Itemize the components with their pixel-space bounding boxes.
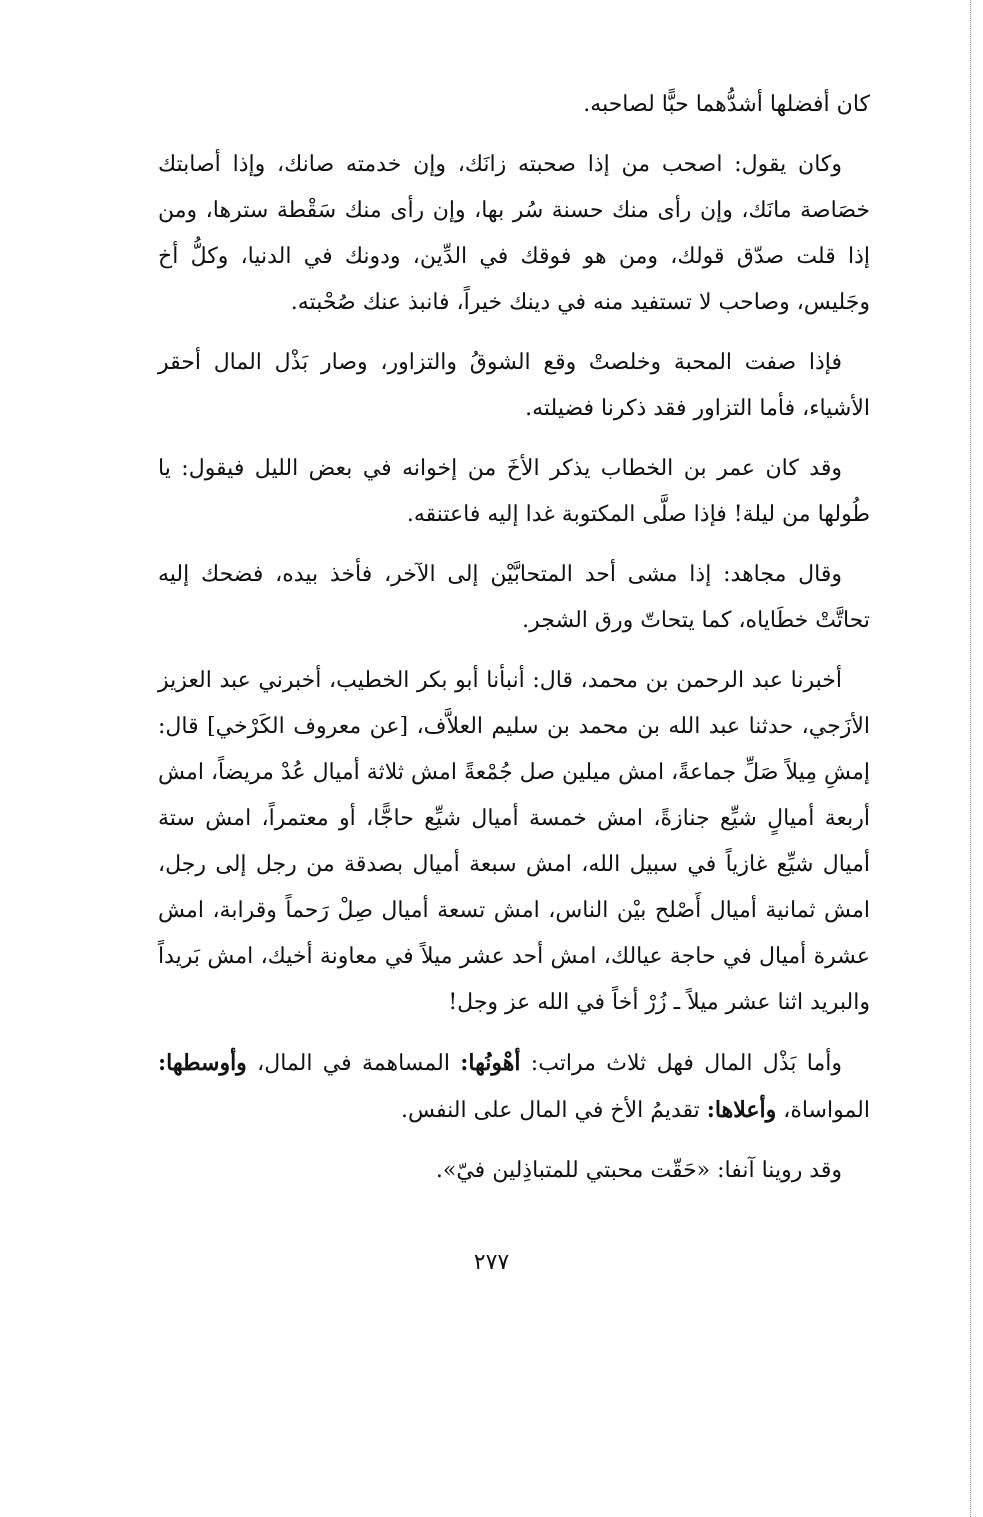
paragraph-1: كان أفضلها أشدُّهما حبًّا لصاحبه. — [583, 92, 870, 117]
paragraph-6: أخبرنا عبد الرحمن بن محمد، قال: أنبأنا أبو بكر الخطيب، أخبرني عبد العزيز الأزَجي، حدثنا عبد الله بن محمد بن سليم العلاَّف، [عن معروف الكَرْخي] قال: إمشِ مِيلاً صَلِّ جماعةً، امش ميلين صل جُمْعةً امش ثلاثة أميال عُدْ مريضاً، امش أربعة أميالٍ شيِّع جنازةً، امش خمسة أميال شيِّع حاجًّا، أو معتمراً، امش ستة أميال شيِّع غازياً في سبيل الله، امش سبعة أميال بصدقة من رجل إلى رجل، امش ثمانية أميال أَصْلح بيْن الناس، امش تسعة أميال صِلْ رَحماً وقرابة، امش عشرة أميال في حاجة عيالك، امش أحد عشر ميلاً في معاونة أخيك، امش بَريداً والبريد اثنا عشر ميلاً ـ زُرْ أخاً في الله عز وجل! — [158, 668, 870, 1015]
paragraph-7 — [158, 1040, 870, 1134]
page-number: ٢٧٧ — [473, 1250, 510, 1275]
paragraph-8: وقد روينا آنفا: «حَقّت محبتي للمتباذِلين فيّ». — [435, 1158, 842, 1183]
paragraph-5: وقال مجاهد: إذا مشى أحد المتحابَّيْن إلى الآخر، فأخذ بيده، فضحك إليه تحاتَّتْ خطَاياه، كما يتحاتّ ورق الشجر. — [158, 562, 870, 633]
paragraph-7-term-highest: وأعلاها: — [706, 1097, 777, 1123]
paragraph-4: وقد كان عمر بن الخطاب يذكر الأخَ من إخوانه في بعض الليل فيقول: يا طُولها من ليلة! فإذا صلَّى المكتوبة غدا إليه فاعتنقه. — [158, 456, 870, 527]
paragraph-7-part-c: المساهمة في المال، — [246, 1051, 461, 1076]
paragraph-3: فإذا صفت المحبة وخلصتْ وقع الشوقُ والتزاور، وصار بَذْل المال أحقر الأشياء، فأما التزاور فقد ذكرنا فضيلته. — [158, 350, 870, 421]
page-edge-divider — [970, 0, 971, 1517]
page-body-text — [158, 82, 870, 1208]
paragraph-7-part-e: المواساة، — [776, 1098, 870, 1123]
paragraph-7-term-lowest: أهْونُها: — [460, 1050, 521, 1076]
paragraph-2: وكان يقول: اصحب من إذا صحبته زانَك، وإن خدمته صانك، وإذا أصابتك خصَاصة مانَك، وإن رأى منك حسنة سُر بها، وإن رأى منك سَقْطة سترها، ومن إذا قلت صدّق قولك، ومن هو فوقك في الدِّين، ودونك في الدنيا، وكلُّ أخ وجَليس، وصاحب لا تستفيد منه في دينك خيراً، فانبذ عنك صُحْبته. — [158, 152, 870, 315]
paragraph-7-part-g: تقديمُ الأخ في المال على النفس. — [400, 1098, 707, 1123]
paragraph-7-part-a: وأما بَذْل المال فهل ثلاث مراتب: — [520, 1051, 842, 1076]
paragraph-7-term-middle: وأوسطها: — [158, 1050, 247, 1076]
